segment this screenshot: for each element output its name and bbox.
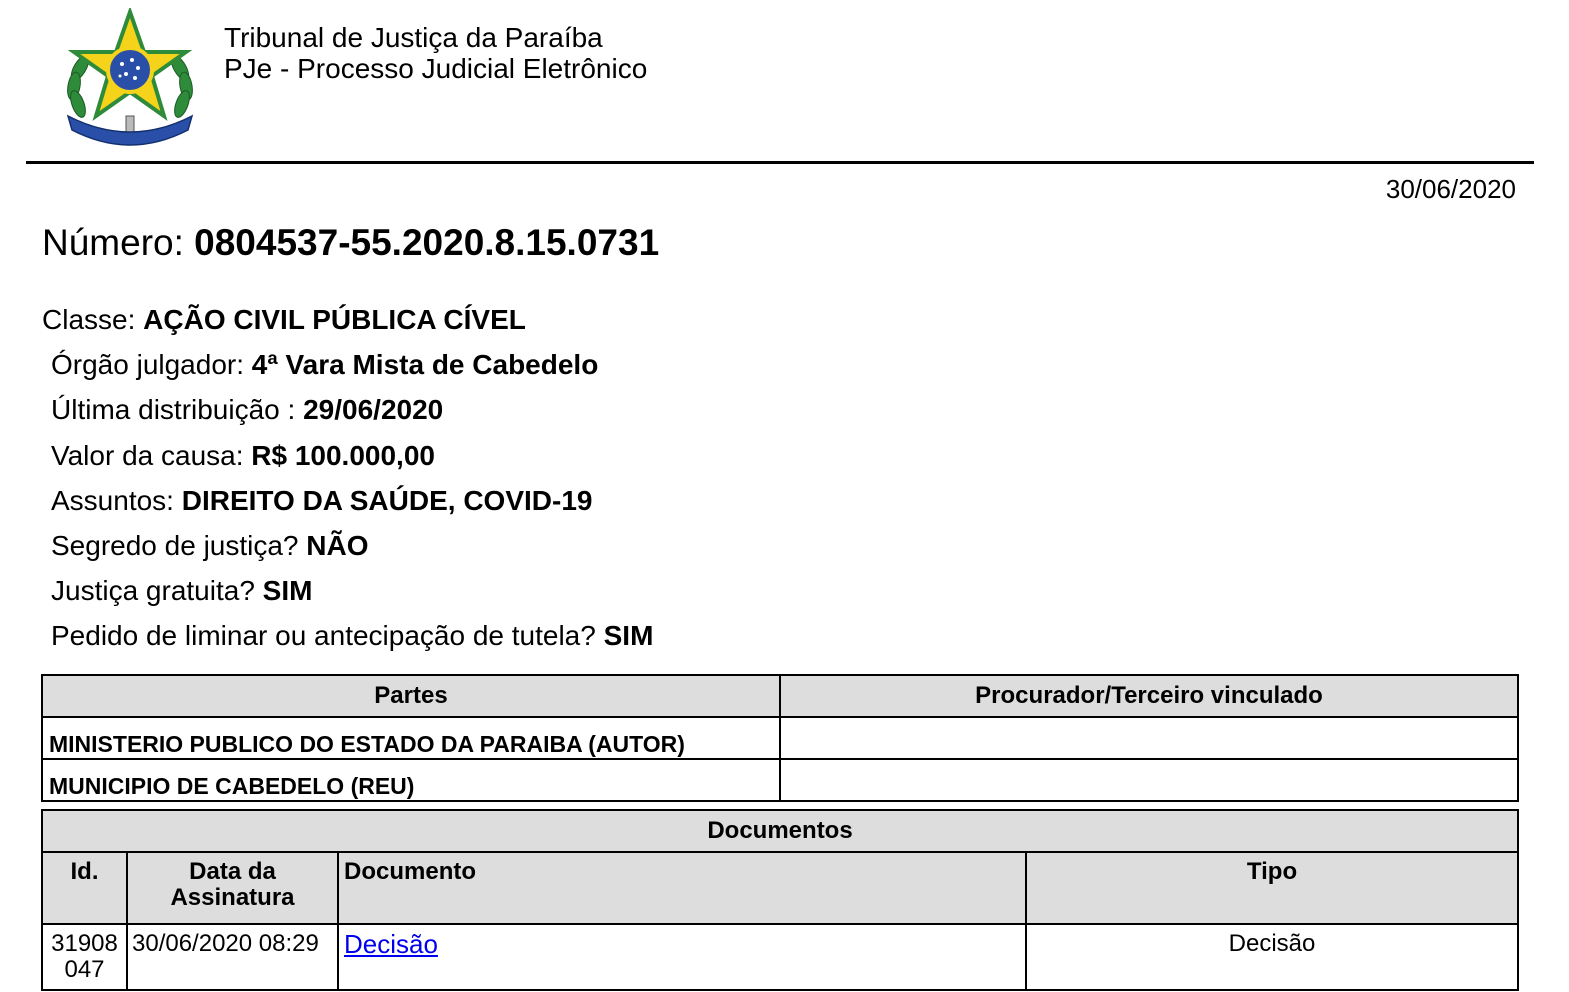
table-header-row <box>42 675 1518 717</box>
party-procurador <box>780 717 1518 759</box>
field-label: Classe: <box>42 304 144 335</box>
field-value: NÃO <box>306 530 369 561</box>
process-number-label: Número: <box>42 222 195 263</box>
party-procurador <box>780 759 1518 801</box>
system-name: PJe - Processo Judicial Eletrônico <box>224 53 648 84</box>
field-value: SIM <box>603 620 654 651</box>
field-label: Órgão julgador: <box>51 349 252 380</box>
report-date: 30/06/2020 <box>1385 174 1516 204</box>
field-label: Pedido de liminar ou antecipação de tutela? <box>51 620 604 651</box>
column-header-documento: Documento <box>338 852 1026 924</box>
party-name: MINISTERIO PUBLICO DO ESTADO DA PARAIBA (AUTOR) <box>42 717 780 759</box>
brazil-coat-of-arms-emblem <box>60 8 200 156</box>
field-value: R$ 100.000,00 <box>251 440 435 471</box>
field-value: 29/06/2020 <box>303 394 444 425</box>
field-value: 4ª Vara Mista de Cabedelo <box>251 349 599 380</box>
table-title-row <box>42 810 1518 852</box>
column-header-id: Id. <box>42 852 127 924</box>
field-classe <box>42 304 526 336</box>
documentos-table <box>41 809 1519 991</box>
field-ultima-distribuicao <box>51 394 443 426</box>
field-label: Justiça gratuita? <box>51 575 263 606</box>
field-justica-gratuita <box>51 575 312 607</box>
field-label: Segredo de justiça? <box>51 530 307 561</box>
table-row <box>42 717 1518 759</box>
documentos-title: Documentos <box>42 810 1518 852</box>
field-value: SIM <box>262 575 313 606</box>
field-label: Valor da causa: <box>51 440 252 471</box>
field-label: Assuntos: <box>51 485 182 516</box>
table-header-row <box>42 852 1518 924</box>
process-number <box>42 222 659 264</box>
column-header-tipo: Tipo <box>1026 852 1518 924</box>
party-name: MUNICIPIO DE CABEDELO (REU) <box>42 759 780 801</box>
document-type: Decisão <box>1026 924 1518 990</box>
table-row <box>42 759 1518 801</box>
field-value: AÇÃO CIVIL PÚBLICA CÍVEL <box>143 304 526 335</box>
field-value: DIREITO DA SAÚDE, COVID-19 <box>181 485 593 516</box>
document-link[interactable]: Decisão <box>344 929 438 959</box>
field-label: Última distribuição : <box>51 394 304 425</box>
document-id: 31908047 <box>42 924 127 990</box>
table-row <box>42 924 1518 990</box>
document-cell <box>338 924 1026 990</box>
column-header-procurador: Procurador/Terceiro vinculado <box>780 675 1518 717</box>
field-assuntos <box>51 485 592 517</box>
field-pedido-liminar <box>51 620 653 652</box>
court-header <box>224 22 647 84</box>
document-signature-date: 30/06/2020 08:29 <box>127 924 338 990</box>
header-divider <box>26 161 1534 164</box>
court-name: Tribunal de Justiça da Paraíba <box>224 22 603 53</box>
field-segredo-justica <box>51 530 369 562</box>
column-header-data-assinatura: Data da Assinatura <box>127 852 338 924</box>
field-valor-causa <box>51 440 435 472</box>
partes-table <box>41 674 1519 802</box>
field-orgao-julgador <box>51 349 598 381</box>
process-number-value: 0804537-55.2020.8.15.0731 <box>194 222 660 263</box>
column-header-partes: Partes <box>42 675 780 717</box>
